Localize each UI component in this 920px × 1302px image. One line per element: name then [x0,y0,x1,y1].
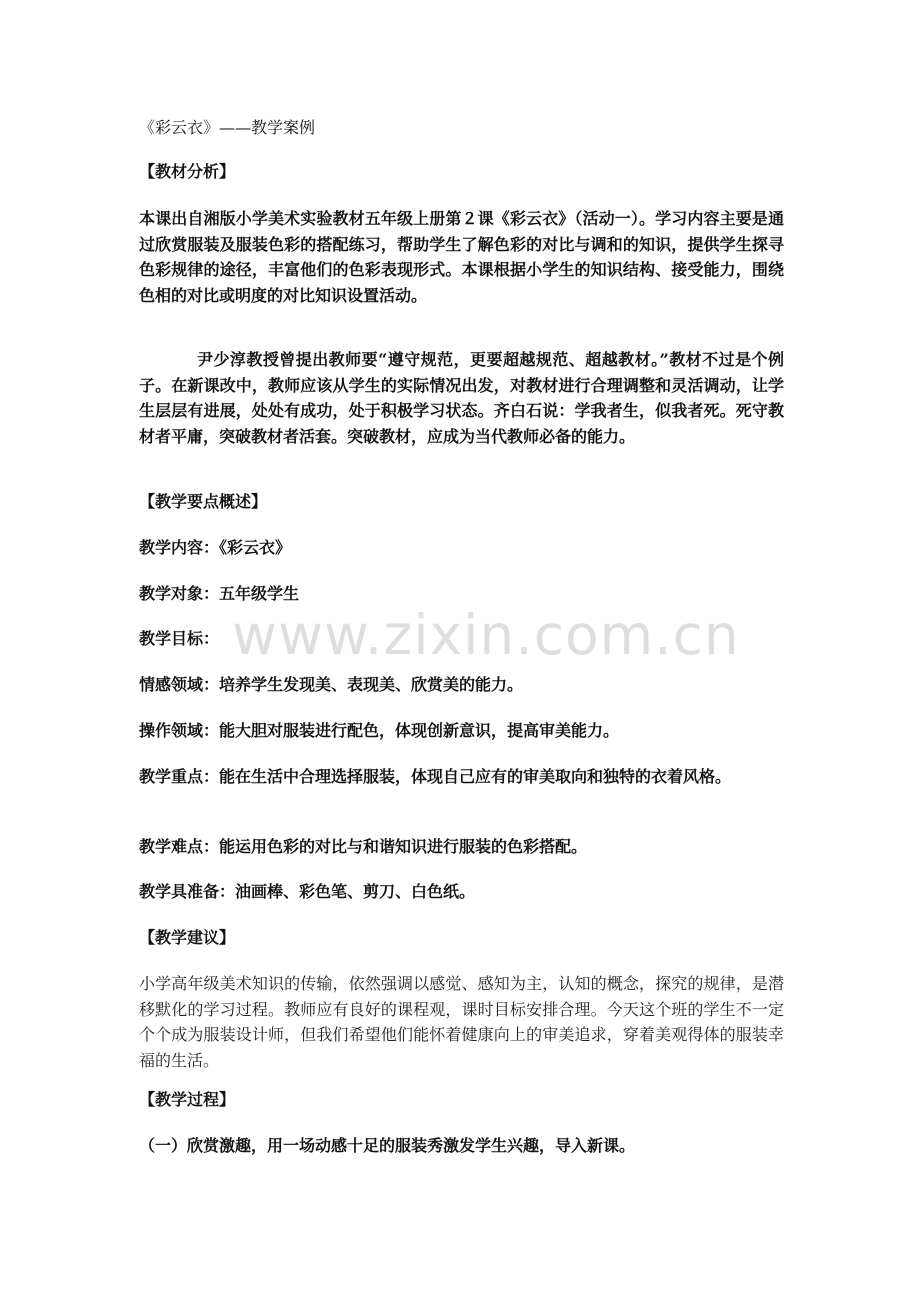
teaching-materials: 教学具准备：油画棒、彩色笔、剪刀、白色纸。 [139,882,476,901]
teaching-difficulty: 教学难点：能运用色彩的对比与和谐知识进行服装的色彩搭配。 [139,837,588,856]
process-step-1: （一）欣赏激趣，用一场动感十足的服装秀激发学生兴趣，导入新课。 [139,1136,636,1155]
document-title: 《彩云衣》——教学案例 [139,118,316,137]
goal-operation: 操作领域：能大胆对服装进行配色，体现创新意识，提高审美能力。 [139,721,620,740]
teaching-key-point: 教学重点：能在生活中合理选择服装，体现自己应有的审美取向和独特的衣着风格。 [139,767,732,786]
goal-emotion: 情感领域：培养学生发现美、表现美、欣赏美的能力。 [139,675,524,694]
section-heading-analysis: 【教材分析】 [139,162,236,181]
section-heading-overview: 【教学要点概述】 [139,492,268,511]
section-heading-process: 【教学过程】 [139,1090,236,1109]
teaching-audience: 教学对象：五年级学生 [139,584,300,603]
teaching-content: 教学内容：《彩云衣》 [139,538,292,557]
teaching-goals: 教学目标： [139,629,220,648]
analysis-paragraph-2: 尹少淳教授曾提出教师要“遵守规范，更要超越规范、超越教材。”教材不过是个例子。在新课改中，教师应该从学生的实际情况出发，对教材进行合理调整和灵活调动，让学生层层有进展，处处有成功，处于积极学习状态。齐白石说：学我者生，似我者死。死守教材者平庸，突破教材者活套。突破教材，应成为当代教师必备的能力。 [139,350,784,446]
suggestion-paragraph: 小学高年级美术知识的传输，依然强调以感觉、感知为主，认知的概念，探究的规律，是潜移默化的学习过程。教师应有良好的课程观，课时目标安排合理。今天这个班的学生不一定个个成为服装设计师，但我们希望他们能怀着健康向上的审美追求，穿着美观得体的服装幸福的生活。 [139,974,784,1070]
watermark-text: www.zixin.com.cn [232,603,740,667]
analysis-paragraph-1: 本课出自湘版小学美术实验教材五年级上册第２课《彩云衣》（活动一）。学习内容主要是通过欣赏服装及服装色彩的搭配练习，帮助学生了解色彩的对比与调和的知识，提供学生探寻色彩规律的途径，丰富他们的色彩表现形式。本课根据小学生的知识结构、接受能力，围绕色相的对比或明度的对比知识设置活动。 [139,209,784,305]
section-heading-suggestion: 【教学建议】 [139,928,236,947]
